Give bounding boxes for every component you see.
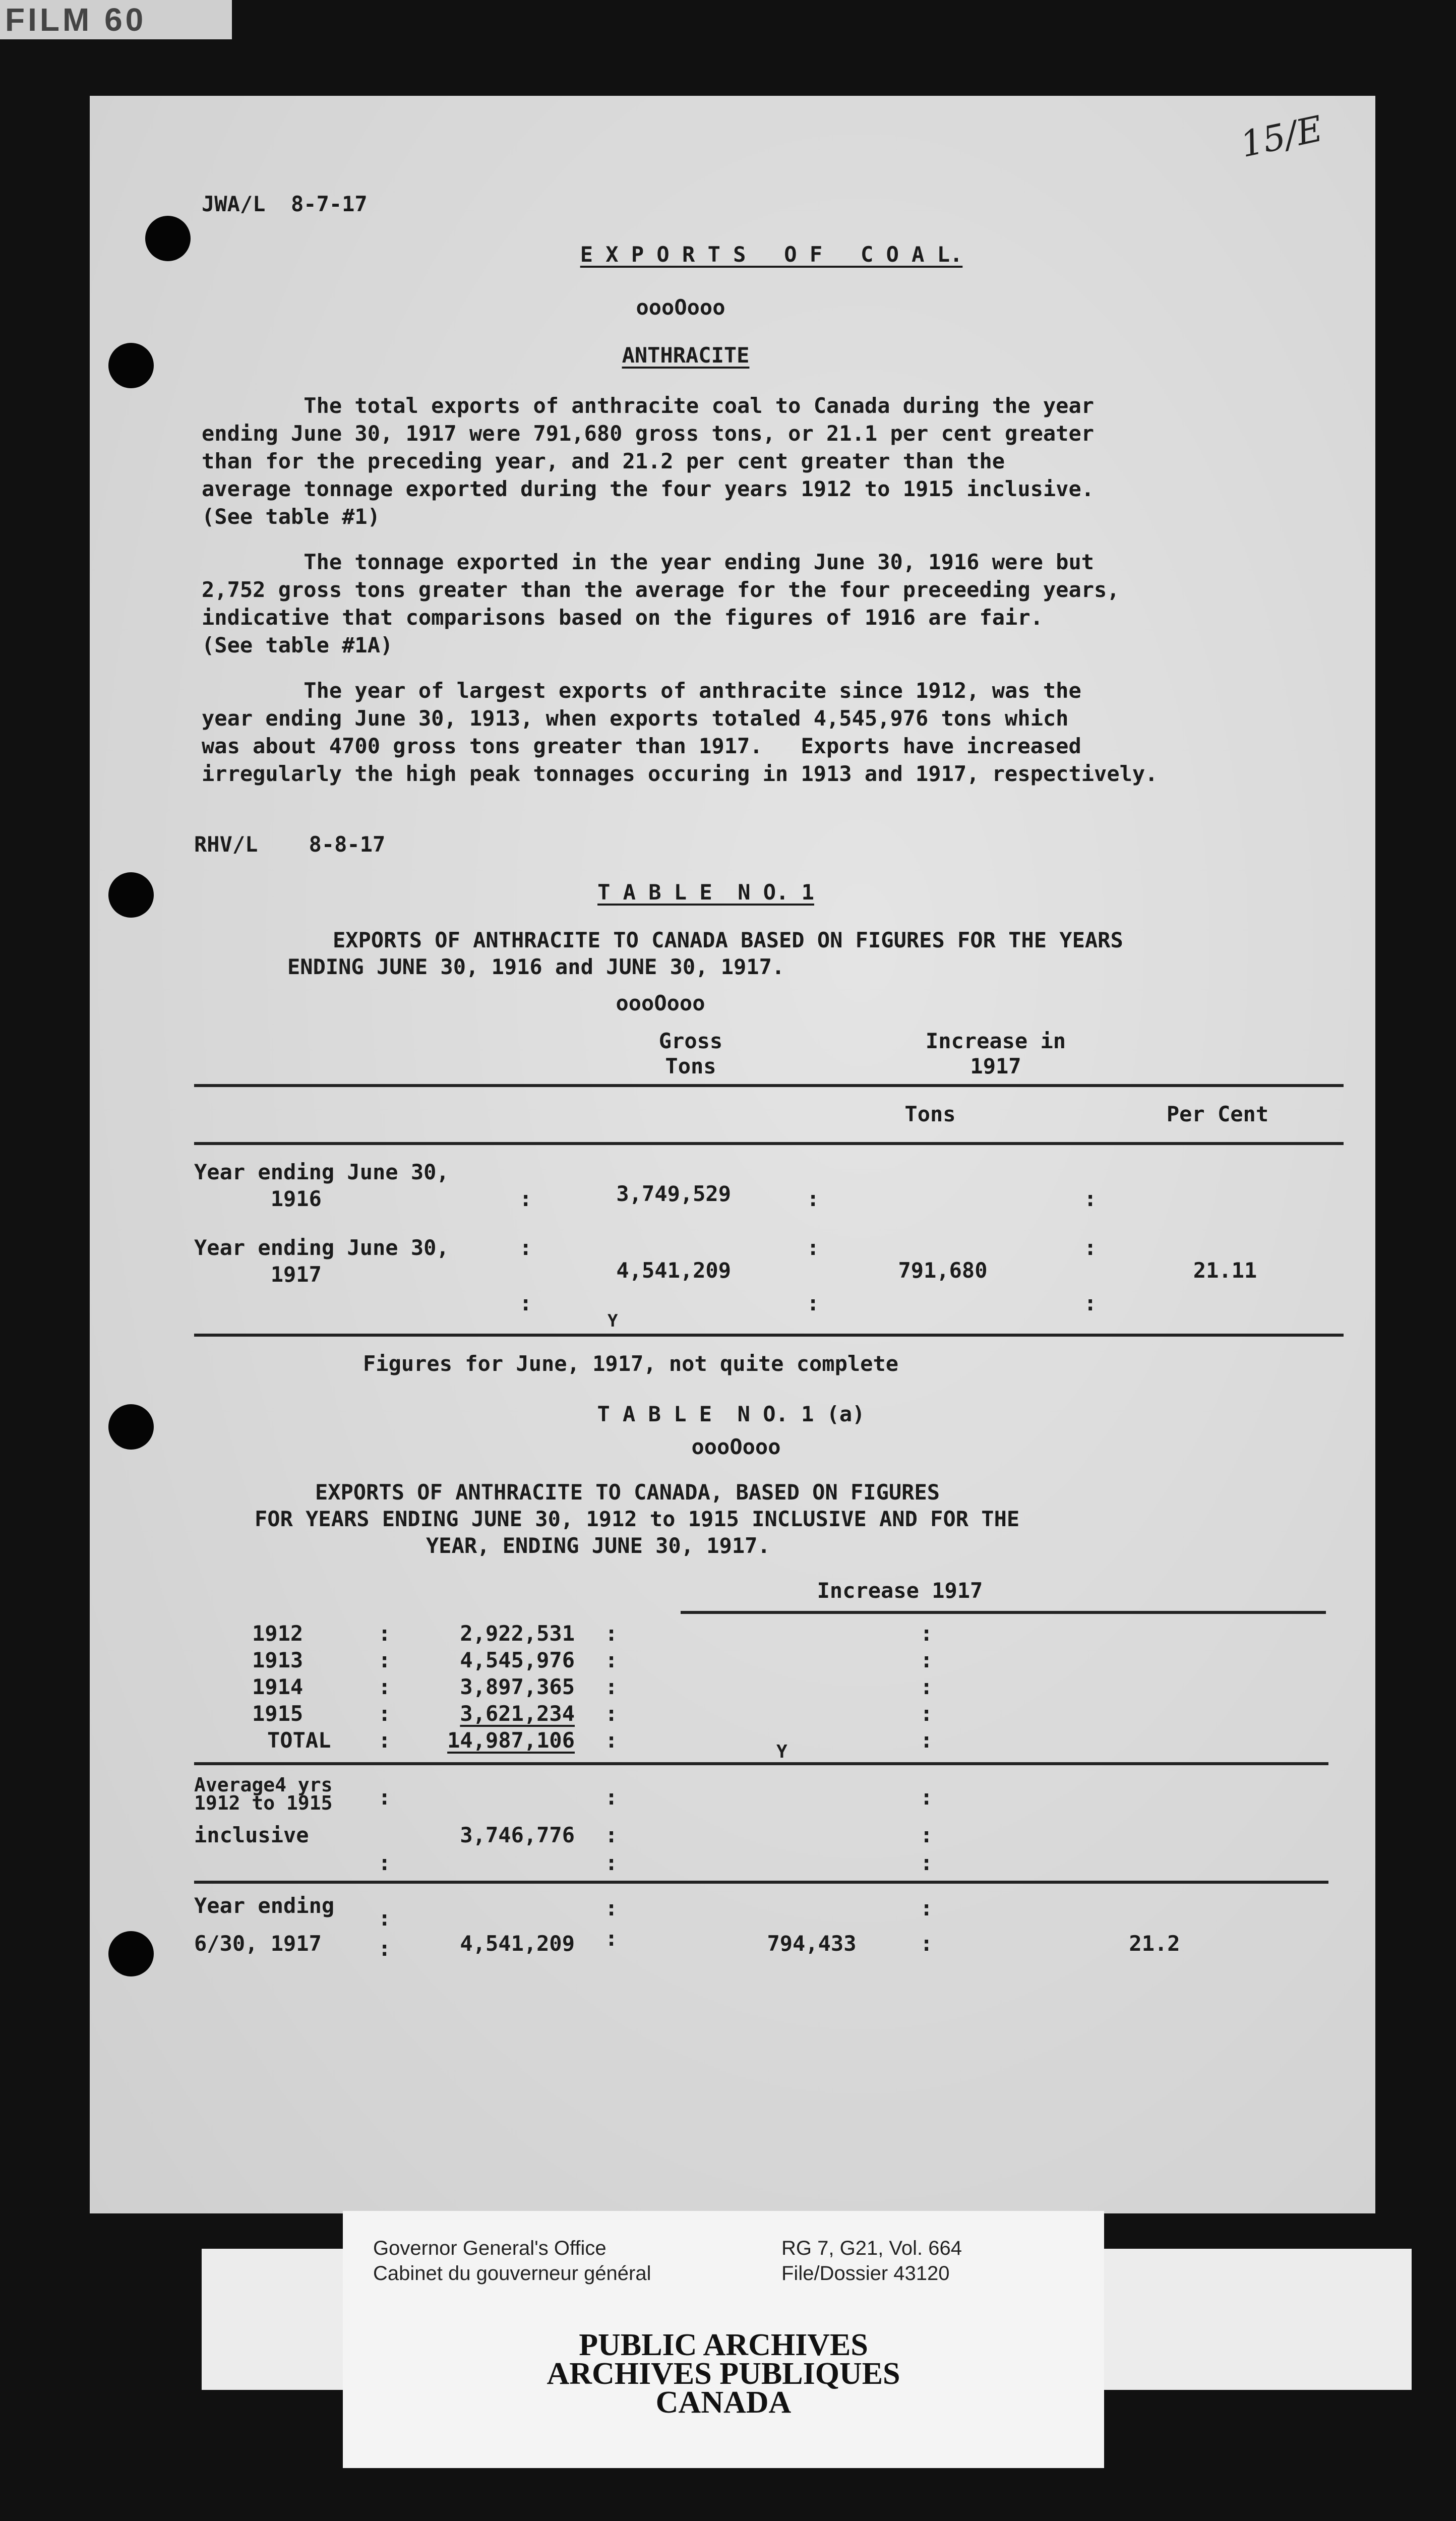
table1-colon: :: [519, 1291, 532, 1315]
punch-hole: [145, 216, 191, 261]
table1-colon: :: [807, 1291, 820, 1315]
table1-header-percent: Per Cent: [1166, 1102, 1269, 1126]
table1a-total-label: TOTAL: [267, 1728, 331, 1753]
stamp-ref-rg: RG 7, G21, Vol. 664: [781, 2237, 962, 2259]
para-1-line: average tonnage exported during the four years 1912 to 1915 inclusive.: [202, 476, 1095, 501]
table1-row-label: Year ending June 30,: [194, 1160, 449, 1184]
table1-header-gross: Gross: [658, 1029, 723, 1053]
table1a-caption-line: YEAR, ENDING JUNE 30, 1917.: [426, 1533, 770, 1558]
table1a-caption-line: FOR YEARS ENDING JUNE 30, 1912 to 1915 INCLUSIVE AND FOR THE: [255, 1507, 1020, 1531]
table1a-colon: :: [920, 1701, 933, 1726]
table1a-header-increase: Increase 1917: [817, 1578, 983, 1603]
table1a-colon: :: [920, 1850, 933, 1875]
table1a-year: 1912: [252, 1621, 304, 1646]
punch-hole: [108, 343, 154, 388]
table1-colon: :: [1084, 1291, 1097, 1315]
table1a-colon: :: [378, 1850, 391, 1875]
stamp-ref-file: File/Dossier 43120: [781, 2262, 950, 2285]
table1-colon: :: [807, 1235, 820, 1260]
table1-row-increase-percent: 21.11: [1193, 1258, 1257, 1283]
table1a-colon: :: [378, 1936, 391, 1961]
table1a-colon: :: [605, 1674, 618, 1699]
table1-row-gross: 3,749,529: [616, 1181, 731, 1206]
table1-colon: :: [519, 1235, 532, 1260]
film-label: FILM 60: [0, 0, 232, 39]
table1a-title: T A B L E N O. 1 (a): [597, 1402, 865, 1426]
table1a-value: 3,621,234: [460, 1701, 575, 1726]
table1a-year-value: 4,541,209: [460, 1931, 575, 1956]
table1-row-gross: 4,541,209: [616, 1258, 731, 1283]
archive-stamp: [343, 2211, 1104, 2468]
table1-row-label: 1916: [194, 1186, 322, 1211]
table1a-colon: :: [920, 1648, 933, 1672]
table1a-average-label: inclusive: [194, 1823, 309, 1847]
table1-row-label: Year ending June 30,: [194, 1235, 449, 1260]
table1a-colon: :: [920, 1621, 933, 1646]
para-1-line: (See table #1): [202, 504, 381, 529]
table1a-average-label: Average4 yrs: [194, 1774, 333, 1796]
para-3-line: was about 4700 gross tons greater than 1917. Exports have increased: [202, 734, 1081, 758]
stamp-public-archives: PUBLIC ARCHIVES: [579, 2328, 868, 2362]
table1a-colon: :: [920, 1728, 933, 1753]
stamp-office-en: Governor General's Office: [373, 2237, 606, 2259]
table1-ref: RHV/L 8-8-17: [194, 832, 386, 857]
para-2-line: (See table #1A): [202, 633, 393, 657]
memo-separator: oooOooo: [636, 295, 725, 320]
table1-separator: oooOooo: [616, 991, 705, 1015]
table1a-colon: :: [920, 1896, 933, 1920]
table1a-rule: [194, 1881, 1328, 1884]
table1-row-label: 1917: [194, 1262, 322, 1287]
table1a-colon: :: [605, 1926, 618, 1951]
stamp-office-fr: Cabinet du gouverneur général: [373, 2262, 651, 2285]
table1a-colon: :: [378, 1701, 391, 1726]
para-1-line: than for the preceding year, and 21.2 per cent greater than the: [202, 449, 1005, 473]
table1a-colon: :: [605, 1896, 618, 1920]
table1a-average-value: 3,746,776: [460, 1823, 575, 1847]
table1a-rule: [194, 1762, 1328, 1765]
para-2-line: The tonnage exported in the year ending June 30, 1916 were but: [202, 550, 1095, 574]
table1-header-gross: Tons: [665, 1054, 716, 1078]
table1a-value: 3,897,365: [460, 1674, 575, 1699]
para-2-line: 2,752 gross tons greater than the average for the four preceeding years,: [202, 577, 1120, 602]
table1a-year: 1915: [252, 1701, 304, 1726]
table1-header-increase: 1917: [970, 1054, 1021, 1078]
handwritten-note: 15/E: [1237, 107, 1326, 166]
table1a-total-value: 14,987,106: [447, 1728, 575, 1753]
memo-title: E X P O R T S O F C O A L.: [580, 242, 963, 267]
table1-colon: :: [807, 1186, 820, 1211]
table1a-colon: :: [605, 1785, 618, 1810]
table1a-year-increase: 794,433: [767, 1931, 857, 1956]
table1a-colon: :: [920, 1674, 933, 1699]
para-3-line: The year of largest exports of anthracite since 1912, was the: [202, 678, 1081, 703]
table1-colon: :: [519, 1186, 532, 1211]
para-3-line: irregularly the high peak tonnages occuring in 1913 and 1917, respectively.: [202, 761, 1158, 786]
table1a-colon: :: [378, 1906, 391, 1931]
table1a-average-label: 1912 to 1915: [194, 1792, 333, 1814]
table1-header-tons: Tons: [904, 1102, 956, 1126]
table1-row-increase-tons: 791,680: [898, 1258, 988, 1283]
table1-rule: [194, 1334, 1344, 1337]
table1a-year-percent: 21.2: [1129, 1931, 1180, 1956]
table1-colon: :: [1084, 1235, 1097, 1260]
table1-title: T A B L E N O. 1: [597, 880, 814, 905]
table1a-year: 1913: [252, 1648, 304, 1672]
table1a-colon: :: [605, 1621, 618, 1646]
table1-caption-line: EXPORTS OF ANTHRACITE TO CANADA BASED ON FIGURES FOR THE YEARS: [333, 928, 1123, 952]
table1a-rule: [681, 1611, 1326, 1614]
table1a-year-label: Year ending: [194, 1893, 335, 1918]
stamp-canada: CANADA: [655, 2385, 792, 2420]
memo-subtitle: ANTHRACITE: [622, 343, 750, 368]
table1a-colon: :: [378, 1728, 391, 1753]
table1a-year: 1914: [252, 1674, 304, 1699]
table1a-colon: :: [920, 1931, 933, 1956]
table1a-colon: :: [920, 1823, 933, 1847]
para-1-line: The total exports of anthracite coal to Canada during the year: [202, 393, 1095, 418]
table1a-colon: :: [378, 1648, 391, 1672]
table1-rule: [194, 1084, 1344, 1087]
table1a-caption-line: EXPORTS OF ANTHRACITE TO CANADA, BASED ON FIGURES: [315, 1480, 940, 1505]
table1a-value: 2,922,531: [460, 1621, 575, 1646]
table1a-colon: :: [605, 1823, 618, 1847]
table1-rule: [194, 1142, 1344, 1145]
table1-header-increase: Increase in: [925, 1029, 1066, 1053]
stamp-archives-publiques: ARCHIVES PUBLIQUES: [547, 2357, 900, 2391]
punch-hole: [108, 1931, 154, 1976]
table1a-colon: :: [605, 1701, 618, 1726]
table1a-value: 4,545,976: [460, 1648, 575, 1672]
table1-colon: :: [1084, 1186, 1097, 1211]
table1-footnote: Figures for June, 1917, not quite complete: [363, 1351, 899, 1376]
table1a-colon: :: [378, 1674, 391, 1699]
para-3-line: year ending June 30, 1913, when exports totaled 4,545,976 tons which: [202, 706, 1069, 731]
punch-hole: [108, 1404, 154, 1450]
para-2-line: indicative that comparisons based on the figures of 1916 are fair.: [202, 605, 1043, 630]
table1a-separator: oooOooo: [691, 1434, 781, 1459]
table1a-colon: :: [378, 1621, 391, 1646]
table1a-colon: :: [605, 1648, 618, 1672]
table1a-colon: :: [605, 1850, 618, 1875]
table1a-mark: Y: [776, 1742, 787, 1762]
table1a-year-label: 6/30, 1917: [194, 1931, 322, 1956]
table1-caption-line: ENDING JUNE 30, 1916 and JUNE 30, 1917.: [287, 954, 785, 979]
punch-hole: [108, 872, 154, 918]
table1-mark: Y: [608, 1311, 618, 1331]
table1a-colon: :: [378, 1785, 391, 1810]
table1a-colon: :: [920, 1785, 933, 1810]
memo-ref: JWA/L 8-7-17: [202, 192, 368, 216]
para-1-line: ending June 30, 1917 were 791,680 gross tons, or 21.1 per cent greater: [202, 421, 1095, 446]
table1a-colon: :: [605, 1728, 618, 1753]
